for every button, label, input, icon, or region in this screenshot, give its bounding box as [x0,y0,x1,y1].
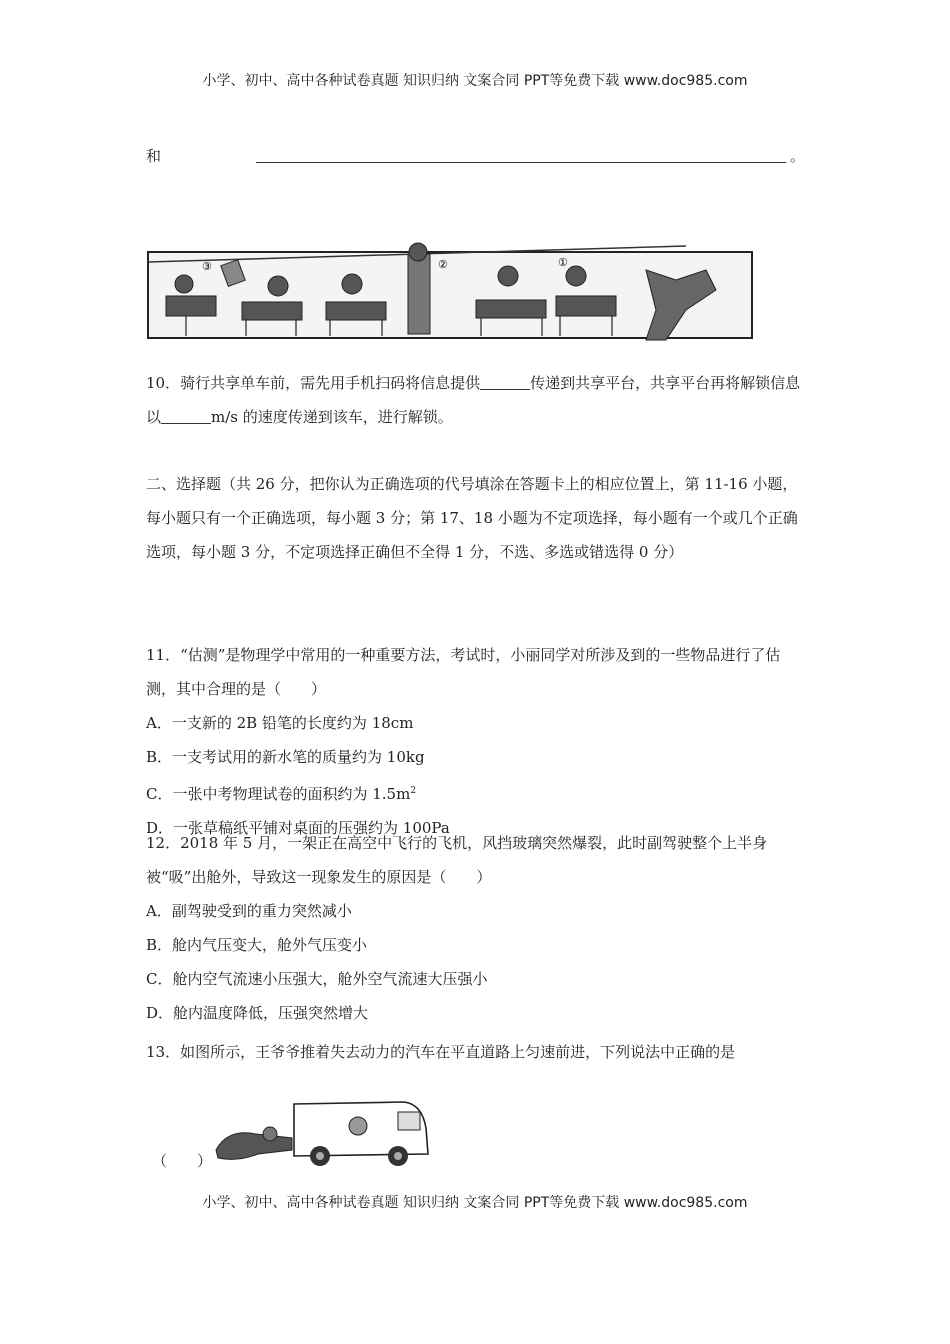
q11-option-c [146,774,810,811]
figure-label-2: ② [438,258,448,271]
question-13-answer-paren: （ ） [152,1152,213,1170]
fill-line-word: 和 [146,147,162,165]
q12-option-a: A．副驾驶受到的重力突然减小 [146,902,352,920]
page-footer: 小学、初中、高中各种试卷真题 知识归纳 文案合同 PPT等免费下载 www.doc985.com [202,1195,748,1211]
question-11 [146,638,810,845]
figure-label-1: ① [558,256,568,269]
q11-stem: 11．“估测”是物理学中常用的一种重要方法，考试时，小丽同学对所涉及到的一些物品进行了估测，其中合理的是（ ） [146,646,781,698]
q10-blank-2 [161,405,211,424]
q10-blank-1 [480,371,530,390]
question-13-stem: 13．如图所示，王爷爷推着失去动力的汽车在平直道路上匀速前进，下列说法中正确的是 [146,1043,736,1061]
q10-text-part2: 传递到共享平台，共享平台再将解锁信息以 [146,374,801,426]
question-10 [146,366,810,434]
q12-stem: 12．2018 年 5 月，一架正在高空中飞行的飞机，风挡玻璃突然爆裂，此时副驾驶整个上半身被“吸”出舱外，导致这一现象发生的原因是（ ） [146,834,768,886]
fill-in-line [146,145,806,167]
q11-option-c-sup: 2 [410,786,417,796]
figure-label-3: ③ [202,260,212,273]
section-2-instructions: 二、选择题（共 26 分，把你认为正确选项的代号填涂在答题卡上的相应位置上，第 11-16 小题，每小题只有一个正确选项，每小题 3 分；第 17、18 小题为不定项选择，每小题有一个或几个正确选项，每小题 3 分，不定项选择正确但不全得 1 分，不选、多选或错选得 0 分） [146,475,798,561]
q11-option-d: D．一张草稿纸平铺对桌面的压强约为 100Pa [146,819,450,837]
q10-text-part1: 10．骑行共享单车前，需先用手机扫码将信息提供 [146,374,481,392]
q12-option-b: B．舱内气压变大，舱外气压变小 [146,936,368,954]
q12-option-c: C．舱内空气流速小压强大，舱外空气流速大压强小 [146,970,488,988]
fill-line-end: 。 [790,147,806,165]
truck-push-illustration [208,1098,432,1172]
question-12 [146,826,810,1030]
q11-option-c-text: C．一张中考物理试卷的面积约为 1.5m [146,785,411,803]
page-header: 小学、初中、高中各种试卷真题 知识归纳 文案合同 PPT等免费下载 www.doc985.com [202,73,748,89]
classroom-illustration [146,240,758,344]
q12-option-d: D．舱内温度降低，压强突然增大 [146,1004,369,1022]
answer-blank [256,162,786,163]
q11-option-b: B．一支考试用的新水笔的质量约为 10kg [146,748,425,766]
q11-option-a: A．一支新的 2B 铅笔的长度约为 18cm [146,714,414,732]
q10-text-part3: m/s 的速度传递到该车，进行解锁。 [211,408,453,426]
